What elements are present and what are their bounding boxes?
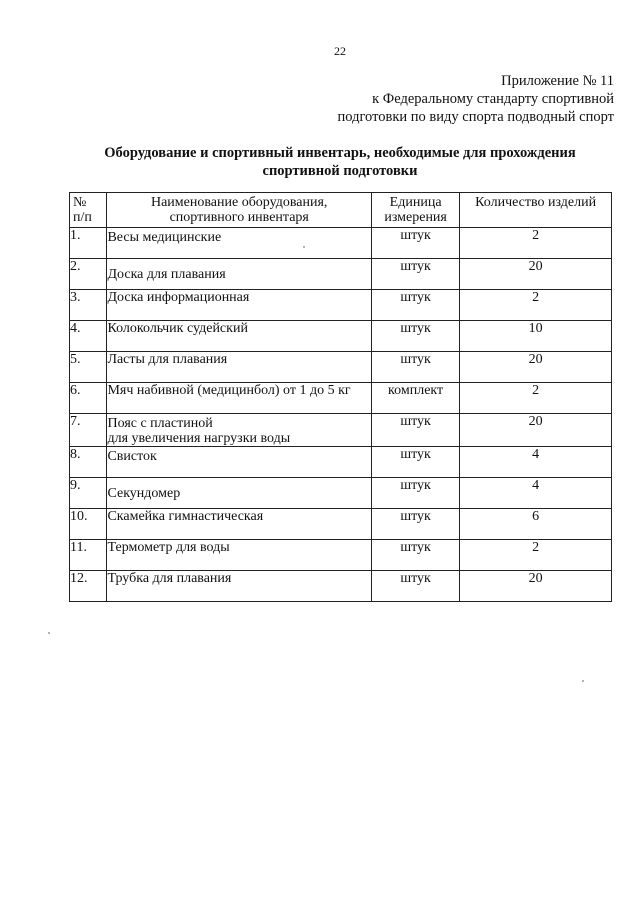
row-quantity: 10 <box>460 321 612 352</box>
row-number: 7. <box>70 414 107 447</box>
row-name-line: Трубка для плавания <box>107 571 232 586</box>
row-unit: штук <box>371 228 459 259</box>
row-number: 11. <box>70 540 107 571</box>
row-name <box>107 540 371 571</box>
header-number-line: № <box>73 195 87 210</box>
row-quantity: 6 <box>460 509 612 540</box>
table-row <box>70 383 612 414</box>
row-name <box>107 478 371 509</box>
header-unit <box>371 193 459 228</box>
row-quantity: 2 <box>460 290 612 321</box>
table-row <box>70 414 612 447</box>
header-name-line: Наименование оборудования, <box>150 195 328 210</box>
row-unit: штук <box>371 290 459 321</box>
row-name-line: Свисток <box>107 449 157 464</box>
row-number: 6. <box>70 383 107 414</box>
table-row <box>70 290 612 321</box>
row-name <box>107 509 371 540</box>
table-row <box>70 478 612 509</box>
table-row <box>70 228 612 259</box>
row-name-line: Термометр для воды <box>107 540 230 555</box>
row-quantity: 20 <box>460 571 612 602</box>
table-row <box>70 571 612 602</box>
row-name-line: Скамейка гимнастическая <box>107 509 264 524</box>
header-unit-line: Единица <box>389 195 442 210</box>
document-title-line: Оборудование и спортивный инвентарь, необходимые для прохождения <box>104 145 576 161</box>
row-unit: штук <box>371 571 459 602</box>
row-unit: штук <box>371 414 459 447</box>
row-quantity: 2 <box>460 383 612 414</box>
header-number <box>70 193 107 228</box>
table-row <box>70 447 612 478</box>
row-unit: штук <box>371 447 459 478</box>
table-row <box>70 352 612 383</box>
document-title <box>60 144 620 180</box>
row-name <box>107 259 371 290</box>
row-unit: штук <box>371 352 459 383</box>
equipment-table <box>69 192 612 602</box>
row-number: 4. <box>70 321 107 352</box>
row-unit: штук <box>371 478 459 509</box>
row-name-line: Колокольчик судейский <box>107 321 248 336</box>
scan-speck <box>303 246 305 248</box>
row-quantity: 4 <box>460 478 612 509</box>
table-row <box>70 259 612 290</box>
scan-speck <box>582 680 584 682</box>
row-number: 3. <box>70 290 107 321</box>
row-number: 2. <box>70 259 107 290</box>
row-number: 5. <box>70 352 107 383</box>
row-quantity: 4 <box>460 447 612 478</box>
row-quantity: 20 <box>460 259 612 290</box>
row-name <box>107 228 371 259</box>
row-number: 12. <box>70 571 107 602</box>
row-name <box>107 383 371 414</box>
row-name-line: Весы медицинские <box>107 230 222 245</box>
row-unit: штук <box>371 321 459 352</box>
header-name-line: спортивного инвентаря <box>169 210 309 225</box>
row-unit: штук <box>371 540 459 571</box>
row-name-line: для увеличения нагрузки воды <box>107 431 291 446</box>
row-name-line: Мяч набивной (медицинбол) от 1 до 5 кг <box>107 383 351 398</box>
document-title-line: спортивной подготовки <box>262 163 418 179</box>
row-quantity: 20 <box>460 352 612 383</box>
row-unit: штук <box>371 259 459 290</box>
appendix-note <box>337 72 614 126</box>
appendix-line: Приложение № 11 <box>501 73 614 89</box>
table-row <box>70 321 612 352</box>
header-quantity-line: Количество изделий <box>475 195 597 210</box>
row-name <box>107 447 371 478</box>
row-quantity: 20 <box>460 414 612 447</box>
row-name <box>107 414 371 447</box>
header-number-line: п/п <box>73 210 92 225</box>
page-number: 22 <box>334 44 346 58</box>
row-number: 1. <box>70 228 107 259</box>
row-name-line: Ласты для плавания <box>107 352 228 367</box>
row-name <box>107 571 371 602</box>
row-unit: штук <box>371 509 459 540</box>
appendix-line: подготовки по виду спорта подводный спорт <box>337 109 614 125</box>
table-row <box>70 540 612 571</box>
row-name-line: Пояс с пластиной <box>107 416 213 431</box>
row-name-line: Доска для плавания <box>107 267 226 282</box>
row-quantity: 2 <box>460 228 612 259</box>
row-name-line: Доска информационная <box>107 290 250 305</box>
appendix-line: к Федеральному стандарту спортивной <box>372 91 614 107</box>
row-number: 9. <box>70 478 107 509</box>
row-quantity: 2 <box>460 540 612 571</box>
row-name <box>107 352 371 383</box>
row-unit: комплект <box>371 383 459 414</box>
header-unit-line: измерения <box>384 210 447 225</box>
scan-speck <box>48 632 50 634</box>
row-name-line: Секундомер <box>107 486 181 501</box>
header-name <box>107 193 371 228</box>
row-name <box>107 290 371 321</box>
table-header-row <box>70 193 612 228</box>
table-row <box>70 509 612 540</box>
row-number: 10. <box>70 509 107 540</box>
row-name <box>107 321 371 352</box>
header-quantity <box>460 193 612 228</box>
row-number: 8. <box>70 447 107 478</box>
